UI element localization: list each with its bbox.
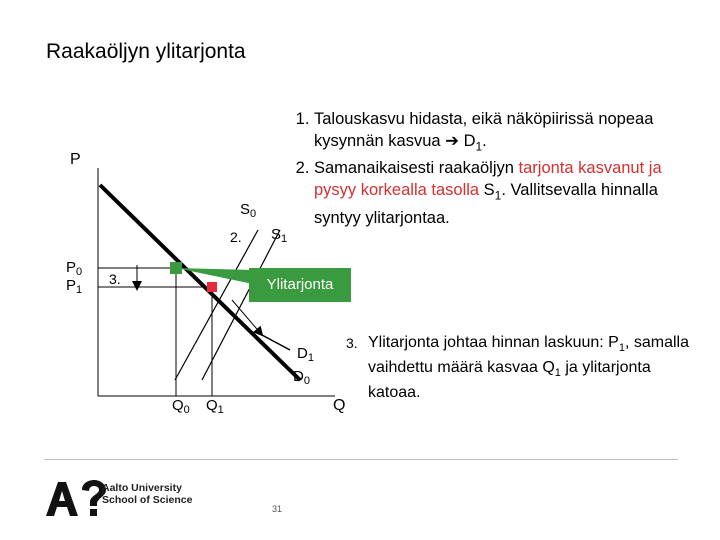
- price-axis-label: P: [70, 151, 81, 168]
- q0-label: $Q_0$: [172, 397, 190, 416]
- slide-title: Raakaöljyn ylitarjonta: [46, 40, 246, 63]
- surplus-label-box: Ylitarjonta: [249, 268, 351, 302]
- d1-label: $D_1$: [297, 345, 314, 364]
- point3-text: Ylitarjonta johtaa hinnan laskuun: $P_1$, samalla vaihdettu määrä kasvaa $Q_1$ ja ylitarjonta katoaa.: [368, 334, 689, 402]
- supply-curve-s0: [175, 230, 258, 380]
- page-number: 31: [272, 504, 283, 514]
- point3-number: 3.: [346, 335, 358, 351]
- q1-label: $Q_1$: [206, 397, 224, 416]
- quantity-axis-label: Q: [333, 397, 346, 414]
- equilibrium-point-p0: [170, 262, 182, 274]
- equilibrium-point-p1: [207, 282, 217, 292]
- d0-label: $D_0$: [293, 368, 310, 387]
- s1-label: $S_1$: [271, 226, 288, 245]
- explanation-list: [290, 108, 690, 229]
- explanation-point-2: 2. Samanaikaisesti raakaöljyn tarjonta kasvanut ja pysyy korkealla tasolla $S_1$. Vallitsevalla hinnalla syntyy ylitarjontaa.: [314, 157, 690, 228]
- s0-label: $S_0$: [240, 201, 257, 220]
- footer-divider: [44, 459, 678, 460]
- p0-label: $P_0$: [66, 259, 83, 278]
- step-marker-three: 3.: [109, 271, 121, 287]
- surplus-connector: [176, 268, 253, 284]
- step-marker-two: 2.: [230, 229, 242, 245]
- university-name: Aalto University School of Science: [102, 482, 193, 506]
- explanation-point-1: 1. Talouskasvu hidasta, eikä näköpiirissä nopeaa kysynnän kasvua ➔ $D_1$.: [314, 108, 690, 157]
- supply-curve-s1: [202, 230, 280, 380]
- p1-label: $P_1$: [66, 277, 83, 296]
